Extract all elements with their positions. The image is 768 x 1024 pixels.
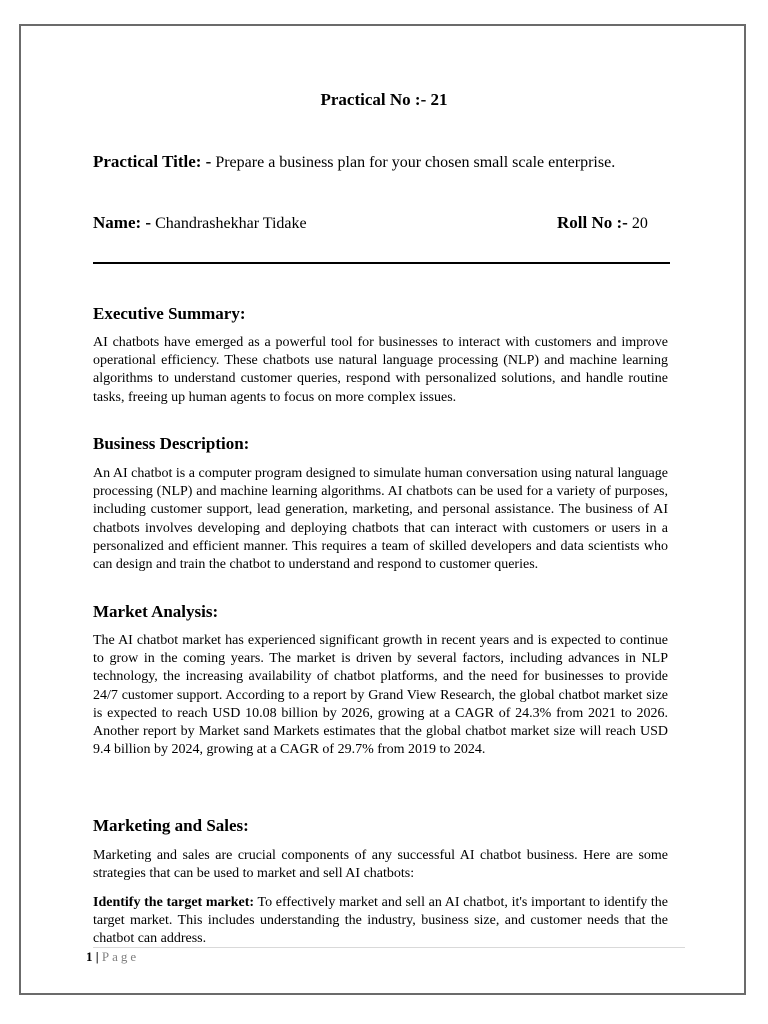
marketing-sales-text: Marketing and sales are crucial components of any successful AI chatbot business. Here are some strategies that can be used to market and sell AI chatbots: bbox=[93, 848, 668, 882]
page-footer bbox=[86, 949, 139, 965]
practical-title-label: Practical Title: - bbox=[93, 152, 212, 171]
page-separator: | bbox=[95, 949, 99, 964]
marketing-sales-heading: Marketing and Sales: bbox=[93, 816, 249, 835]
executive-summary-text: AI chatbots have emerged as a powerful tool for businesses to interact with customers and improve operational efficiency. These chatbots use natural language processing (NLP) and machine learning algorithms to understand customer queries, respond with personalized solutions, and handle routine tasks, freeing up human agents to focus on more complex issues. bbox=[93, 335, 668, 405]
name-row bbox=[93, 213, 670, 233]
page-number: 1 bbox=[86, 949, 93, 964]
business-description-text: An AI chatbot is a computer program designed to simulate human conversation using natural language processing (NLP) and machine learning algorithms. AI chatbots can be used for a variety of purposes, including customer support, lead generation, marketing, and personal assistance. The business of AI chatbots involves developing and deploying chatbots that can interact with customers or users in a personalized and efficient manner. This requires a team of skilled developers and data scientists who can design and train the chatbot to understand and respond to customer queries. bbox=[93, 466, 668, 573]
practical-title-text: Prepare a business plan for your chosen small scale enterprise. bbox=[215, 154, 616, 171]
page-label: Page bbox=[101, 949, 140, 964]
business-description-heading: Business Description: bbox=[93, 434, 250, 453]
practical-title bbox=[93, 152, 670, 173]
target-market-text: To effectively market and sell an AI chatbot, it's important to identify the target market. This includes understanding the industry, business size, and customer needs that the chatbot can address. bbox=[93, 895, 669, 947]
footer-divider bbox=[93, 947, 685, 948]
name-value: Chandrashekhar Tidake bbox=[155, 215, 307, 232]
target-market-label: Identify the target market: bbox=[93, 895, 255, 910]
executive-summary-heading: Executive Summary: bbox=[93, 304, 246, 323]
target-market-paragraph bbox=[93, 894, 668, 949]
roll-label: Roll No :- bbox=[557, 213, 628, 232]
name-label: Name: - bbox=[93, 213, 152, 232]
roll-value: 20 bbox=[631, 215, 648, 232]
practical-number: Practical No :- 21 bbox=[320, 90, 448, 109]
header-divider bbox=[93, 262, 670, 264]
market-analysis-heading: Market Analysis: bbox=[93, 602, 219, 621]
roll-number bbox=[557, 213, 648, 233]
market-analysis-text: The AI chatbot market has experienced significant growth in recent years and is expected to continue to grow in the coming years. The market is driven by several factors, including advances in NLP technology, the increasing availability of chatbot platforms, and the need for businesses to provide 24/7 customer support. According to a report by Grand View Research, the global chatbot market size is expected to reach USD 10.08 billion by 2026, growing at a CAGR of 24.3% from 2021 to 2026. Another report by Market sand Markets estimates that the global chatbot market size will reach USD 9.4 billion by 2024, growing at a CAGR of 29.7% from 2019 to 2024. bbox=[93, 633, 668, 758]
